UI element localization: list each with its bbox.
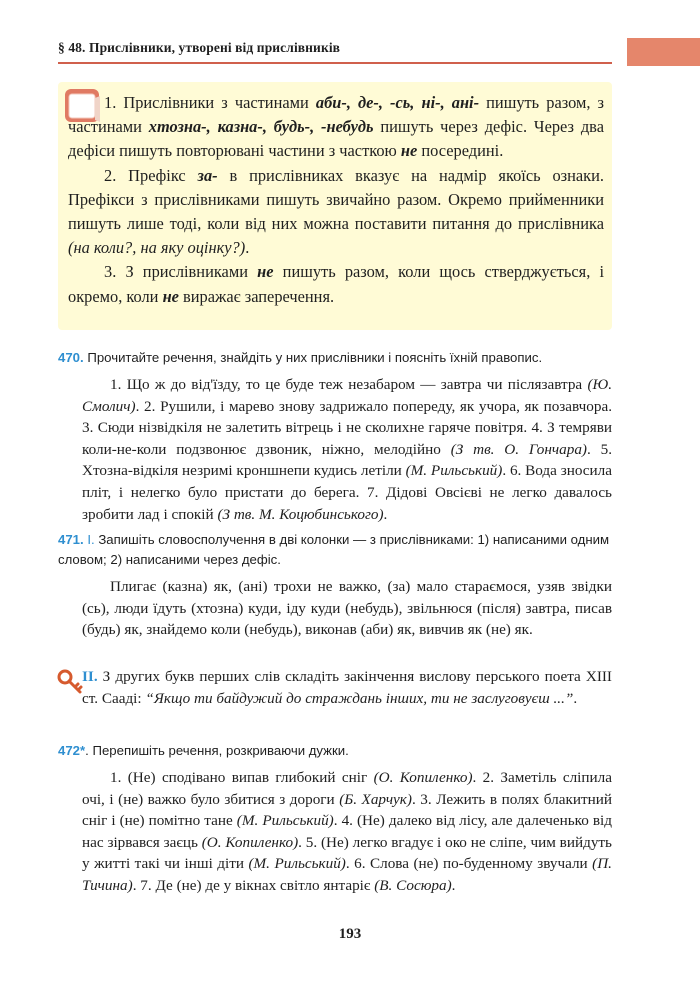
text: . 2. Заметіль сліпила очі, і (не) важко було збитися з дороги bbox=[82, 769, 612, 808]
text: пишуть разом, коли щось стверджується, і окремо, коли bbox=[68, 262, 605, 306]
exercise-472-body bbox=[82, 767, 612, 897]
author: (З тв. О. Гончара) bbox=[450, 440, 587, 458]
exercise-470-body bbox=[82, 374, 612, 525]
text: . bbox=[245, 238, 250, 258]
text: 1. (Не) сподівано випав глибокий сніг bbox=[110, 769, 374, 786]
header-divider bbox=[58, 62, 612, 64]
key-icon bbox=[56, 668, 84, 696]
page-number: 193 bbox=[338, 926, 362, 942]
text: 1. Що ж до від'їзду, то це буде теж незабаром — завтра чи післязавтра bbox=[110, 376, 588, 393]
text: 3. З прислівниками bbox=[104, 262, 258, 282]
text: 1. Прислівники з частинами bbox=[104, 93, 316, 112]
rule-text bbox=[68, 91, 604, 309]
word-combinations: Плигає (казна) як, (ані) трохи не важко, (за) мало стараємося, узяв звідки (сь), люди їдуть (хтозна) куди, іду куди (небудь), звільнюся (після) завтра, писав (будь) як, знайдемо коли (небудь), виконав (аби) як, вивчив як (не) як. bbox=[82, 578, 612, 639]
emphasis: аби-, де-, -сь, ні-, ані- bbox=[315, 93, 480, 112]
text: . 6. Слова (не) по-буденному звучали bbox=[345, 855, 593, 873]
emphasis: не bbox=[162, 286, 179, 306]
task-text: З других букв перших слів складіть закінчення вислову перського поета XIII ст. Сааді: bbox=[82, 668, 612, 707]
author: (М. Рильський) bbox=[248, 855, 346, 873]
emphasis: хтозна-, казна-, будь-, -небудь bbox=[148, 117, 374, 137]
text: пишуть разом, з частинами bbox=[68, 93, 605, 137]
text: . 2. Рушили, і марево знову задрижало попереду, як учора, як позавчора. 3. Сюди нізвідкіля не залетить вітрець і не сколихне гаряче повітря. 4. З темряви коли-не-коли подзвонює дзвоник, ніжно, мелодійно bbox=[82, 397, 612, 458]
text: в прислівниках вказує на надмір якоїсь ознаки. Префікси з прислівниками пишуть звичайно разом. Окремо прийменники пишуть лише тоді, коли від них можна поставити питання до прислівника bbox=[68, 165, 605, 234]
exercise-470-task bbox=[58, 348, 618, 368]
author: (Б. Харчук) bbox=[339, 790, 412, 808]
text: . 5. (Не) легко вгадує і око не сліпе, чим вийдуть у житті такі чи інші діти bbox=[82, 833, 612, 873]
exercise-number: 470. bbox=[58, 350, 84, 365]
exercise-number: 471. bbox=[58, 532, 84, 547]
text: . bbox=[451, 876, 456, 894]
text: . 3. Лежить в полях блакитний сніг і (не) помітно тане bbox=[82, 790, 612, 830]
task-text: . Перепишіть речення, розкриваючи дужки. bbox=[85, 743, 349, 758]
author: (О. Копиленко) bbox=[201, 833, 299, 851]
text: . 4. (Не) далеко від лісу, але далеченько від нас зірвався заєць bbox=[82, 812, 612, 851]
exercise-472-task bbox=[58, 741, 618, 761]
text: виражає заперечення. bbox=[178, 286, 335, 306]
author: (П. Тичина) bbox=[82, 855, 612, 894]
exercise-471-task bbox=[58, 530, 614, 570]
rule-paragraph-3 bbox=[68, 260, 604, 308]
text: . bbox=[573, 689, 578, 707]
author: (З тв. М. Коцюбинського) bbox=[217, 505, 384, 523]
text: . 5. Хтозна-відкіля незримі кроншнепи кудись летіли bbox=[82, 440, 612, 480]
author: (О. Копиленко) bbox=[373, 769, 473, 786]
text: пишуть через дефіс. Через два дефіси пишуть повторювані частини з часткою bbox=[68, 117, 604, 161]
quote: “Якщо ти байдужий до страждань інших, ти не заслуговуєш ...” bbox=[145, 689, 574, 707]
exercise-number: 472* bbox=[58, 743, 86, 758]
task-text: Прочитайте речення, знайдіть у них прислівники і поясніть їхній правопис. bbox=[83, 350, 543, 365]
emphasis: за- bbox=[197, 165, 218, 185]
author: (М. Рильський) bbox=[405, 462, 503, 480]
task-text: Запишіть словосполучення в дві колонки — з прислівниками: 1) написаними одним словом; 2) написаними через дефіс. bbox=[58, 532, 610, 567]
exercise-471-part-2 bbox=[82, 666, 612, 709]
exercise-471-body bbox=[82, 576, 612, 641]
chapter-tab-marker bbox=[627, 38, 700, 66]
text: 2. Префікс bbox=[104, 165, 198, 185]
text: посередині. bbox=[417, 141, 504, 161]
part-number: I. bbox=[83, 532, 95, 547]
part-number: II. bbox=[82, 668, 98, 685]
italic-text: (на коли?, на яку оцінку?) bbox=[68, 238, 246, 258]
author: (Ю. Смолич) bbox=[82, 376, 612, 415]
rule-paragraph-2 bbox=[68, 164, 604, 261]
rule-paragraph-1 bbox=[68, 91, 604, 164]
page-header: § 48. Прислівники, утворені від прислівників bbox=[58, 40, 341, 55]
author: (М. Рильський) bbox=[236, 812, 334, 830]
text: . 6. Вода зносила пліт, і нелегко було пристати до берега. 7. Дідові Овсієві не легко давалось зробити лад і спокій bbox=[82, 462, 612, 523]
text: . bbox=[383, 505, 388, 523]
text: . 7. Де (не) де у вікнах світло янтаріє bbox=[132, 876, 375, 894]
emphasis: не bbox=[400, 141, 418, 161]
emphasis: не bbox=[257, 262, 274, 282]
author: (В. Сосюра) bbox=[374, 876, 452, 894]
